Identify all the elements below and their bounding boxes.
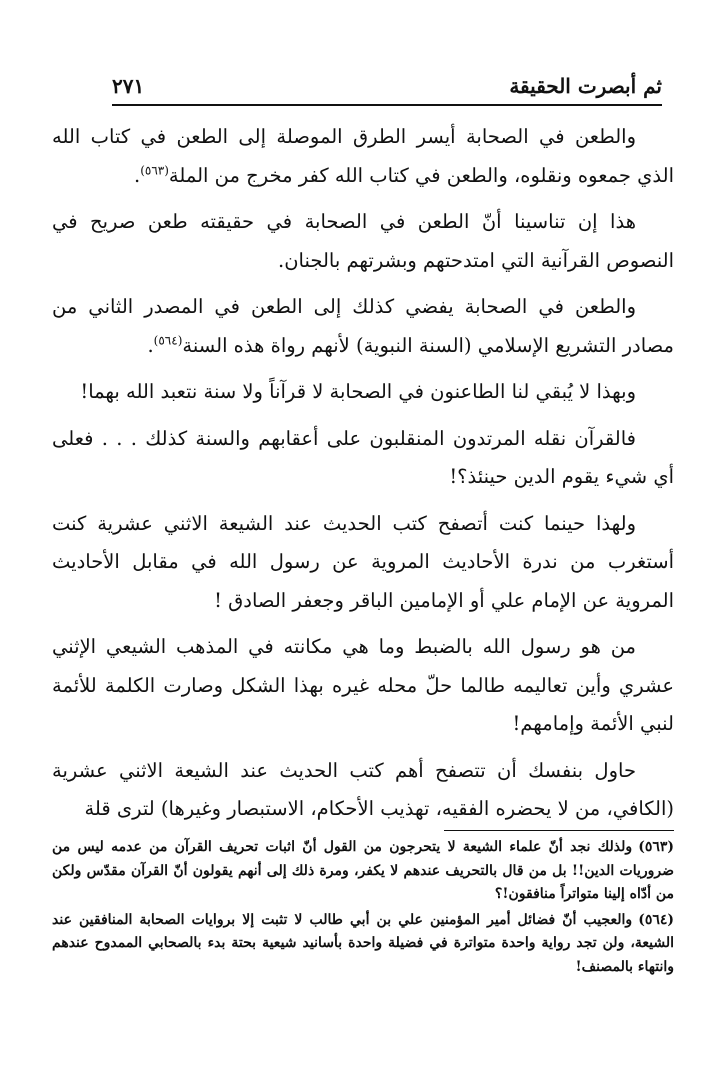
header-rule [112,104,662,106]
paragraph [52,288,674,365]
footnote-reference: (٥٦٤) [153,333,183,347]
paragraph-text: والطعن في الصحابة يفضي كذلك إلى الطعن في المصدر الثاني من مصادر التشريع الإسلامي (السنة النبوية) لأنهم رواة هذه السنة [52,295,674,357]
paragraph: فالقرآن نقله المرتدون المنقلبون على أعقابهم والسنة كذلك . . . فعلى أي شيء يقوم الدين حينئذ؟! [52,426,674,488]
footnote-separator [444,830,674,831]
footnote-text: ولذلك نجد أنّ علماء الشيعة لا يتحرجون من القول أنّ اثبات تحريف القرآن من عدمه ليس من ضروريات الدين!! بل من قال بالتحريف عندهم لا يكفر، ومرة ذلك إلى أنهم يقولون أنّ القرآن مقدّس ولكن من أدّاه إلينا متواتراً منافقون!؟ [52,839,674,902]
sentence-end: . [134,163,141,187]
footnote [52,836,674,907]
paragraph [52,118,674,195]
main-text [52,118,674,837]
footnote-number: (٥٦٣) [638,839,674,855]
footnote-reference: (٥٦٣) [140,163,169,177]
footnote-text: والعجيب أنّ فضائل أمير المؤمنين علي بن أبي طالب لا تثبت إلا بروايات الصحابة المنافقين عند الشيعة، ولن تجد رواية واحدة متواترة في فضيلة واحدة بأسانيد شيعية بحتة بدء بالصحابي الممدوح عندهم وانتهاء بالمصنف! [52,911,674,975]
paragraph: وبهذا لا يُبقي لنا الطاعنون في الصحابة لا قرآناً ولا سنة نتعبد الله بهما! [80,380,636,403]
book-title: ثم أبصرت الحقيقة [509,74,662,98]
sentence-end: . [147,333,154,357]
running-header [112,74,662,104]
footnote-number: (٥٦٤) [638,911,674,928]
paragraph: حاول بنفسك أن تتصفح أهم كتب الحديث عند الشيعة الاثني عشرية (الكافي، من لا يحضره الفقيه، تهذيب الأحكام، الاستبصار وغيرها) لترى قلة [52,758,674,820]
paragraph: هذا إن تناسينا أنّ الطعن في الصحابة في حقيقته طعن صريح في النصوص القرآنية التي امتدحتهم وبشرتهم بالجنان. [52,210,674,272]
footnote [52,909,674,980]
paragraph: ولهذا حينما كنت أتصفح كتب الحديث عند الشيعة الاثني عشرية كنت أستغرب من ندرة الأحاديث المروية عن رسول الله في مقابل الأحاديث المروية عن الإمام علي أو الإمامين الباقر وجعفر الصادق ! [52,511,674,612]
footnotes [52,836,674,981]
page-number: ٢٧١ [112,74,145,98]
paragraph: من هو رسول الله بالضبط وما هي مكانته في المذهب الشيعي الإثني عشري وأين تعاليمه طالما حلّ محله غيره بهذا الشكل وصارت الكلمة للأئمة لنبي الأئمة وإمامهم! [52,635,674,735]
paragraph-text: والطعن في الصحابة أيسر الطرق الموصلة إلى الطعن في كتاب الله الذي جمعوه ونقلوه، والطعن في كتاب الله كفر مخرج من الملة [52,125,674,187]
